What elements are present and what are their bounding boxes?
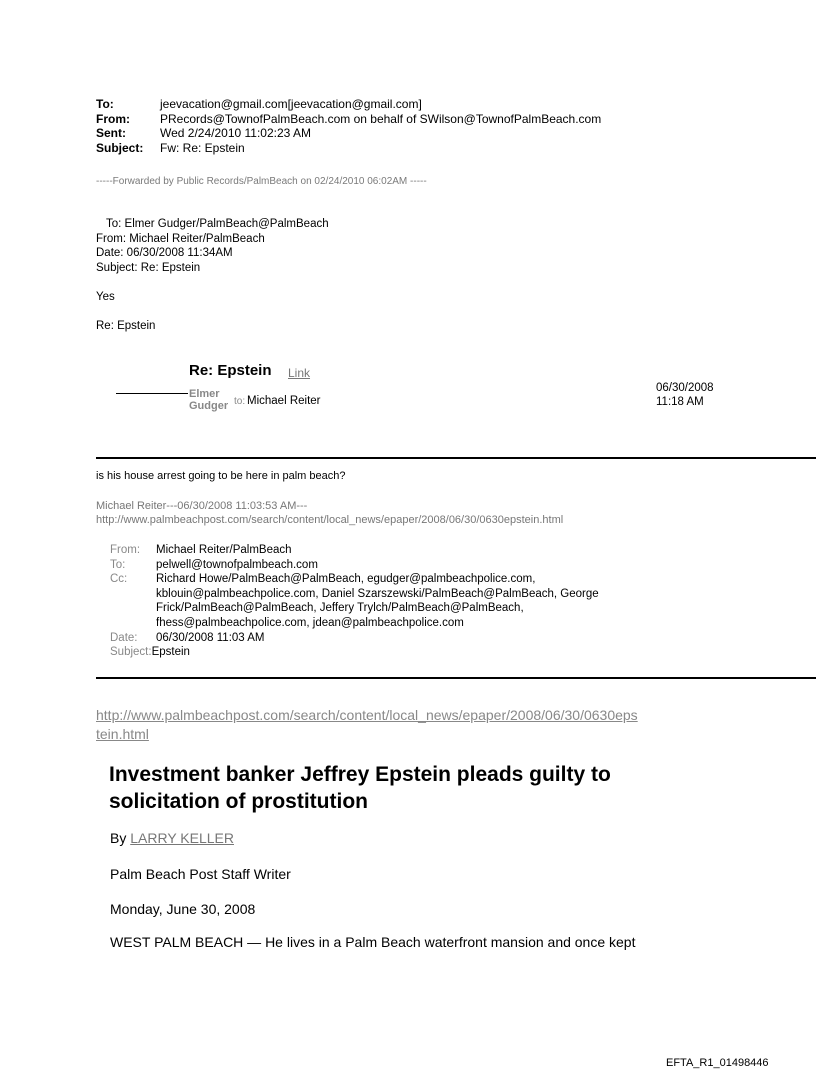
article-url-line2[interactable]: tein.html (96, 726, 149, 742)
forward2-cc-label: Cc: (110, 573, 128, 586)
notes-reply-date: 06/30/2008 (656, 382, 714, 394)
forward2-subject-value: Epstein (151, 646, 190, 659)
forward2-from-value: Michael Reiter/PalmBeach (156, 544, 292, 556)
notes-reply-to-label: to: (234, 396, 246, 407)
notes-reply-title: Re: Epstein (189, 362, 272, 379)
subject-value: Fw: Re: Epstein (160, 140, 245, 155)
message1-subject: Subject: Re: Epstein (96, 261, 201, 274)
forward2-to-value: pelwell@townofpalmbeach.com (156, 558, 318, 571)
header-to-row (96, 97, 601, 112)
forward2-cc-row2 (110, 587, 599, 602)
sender-divider (116, 393, 188, 394)
question-text: is his house arrest going to be here in palm beach? (96, 470, 346, 482)
sender-first-name: Elmer (189, 388, 220, 400)
forward2-subject-row (110, 645, 599, 660)
divider-rule (96, 457, 816, 459)
article-lede: WEST PALM BEACH — He lives in a Palm Beach waterfront mansion and once kept (110, 934, 636, 950)
forward2-cc-row3 (110, 601, 599, 616)
forward2-date-value: 06/30/2008 11:03 AM (156, 631, 265, 644)
spacer (110, 601, 156, 616)
subject-label: Subject: (96, 140, 144, 155)
message1-date: Date: 06/30/2008 11:34AM (96, 247, 233, 259)
forward2-to-label: To: (110, 558, 126, 571)
article-staff: Palm Beach Post Staff Writer (110, 866, 291, 882)
quoted-header (96, 499, 563, 527)
headline-line2: solicitation of prostitution (109, 790, 368, 813)
message1-re: Re: Epstein (96, 320, 156, 332)
notes-reply-time: 11:18 AM (656, 396, 704, 408)
email-header (96, 97, 601, 155)
forward2-cc-row (110, 572, 599, 587)
notes-reply-sender (189, 388, 228, 412)
spacer (110, 616, 156, 631)
forward2-subject-label: Subject: (110, 646, 152, 659)
header-from-row (96, 112, 601, 127)
article-url[interactable] (96, 706, 638, 744)
from-value: PRecords@TownofPalmBeach.com on behalf of SWilson@TownofPalmBeach.com (160, 111, 602, 126)
forward2-to-row (110, 558, 599, 573)
forward2-date-row (110, 631, 599, 646)
forward2-date-label: Date: (110, 631, 138, 644)
message1-body: Yes (96, 291, 115, 303)
sent-label: Sent: (96, 126, 126, 140)
notes-reply-datetime (656, 381, 714, 409)
notes-reply-link[interactable]: Link (288, 366, 311, 380)
article-url-line1[interactable]: http://www.palmbeachpost.com/search/content/local_news/epaper/2008/06/30/0630eps (96, 707, 638, 723)
footer-id: EFTA_R1_01498446 (666, 1057, 769, 1069)
forward2-from-row (110, 543, 599, 558)
forward2-header (110, 543, 599, 660)
article-headline (109, 761, 611, 815)
header-subject-row (96, 141, 601, 156)
sent-value: Wed 2/24/2010 11:02:23 AM (160, 126, 312, 140)
from-label: From: (96, 111, 130, 126)
quoted-header-line2: http://www.palmbeachpost.com/search/content/local_news/epaper/2008/06/30/0630epstein.html (96, 514, 564, 526)
forward2-from-label: From: (110, 544, 141, 556)
quoted-header-line1: Michael Reiter---06/30/2008 11:03:53 AM--- (96, 500, 308, 512)
headline-line1: Investment banker Jeffrey Epstein pleads guilty to (109, 763, 611, 786)
message1-from: From: Michael Reiter/PalmBeach (96, 232, 265, 245)
forward2-cc-line1: Richard Howe/PalmBeach@PalmBeach, egudger@palmbeachpolice.com, (156, 573, 536, 586)
byline-prefix: By (110, 830, 131, 846)
forwarded-note: -----Forwarded by Public Records/PalmBeach on 02/24/2010 06:02AM ----- (96, 176, 427, 187)
message1-header (96, 217, 329, 275)
forward2-cc-line3: Frick/PalmBeach@PalmBeach, Jeffery Trylch/PalmBeach@PalmBeach, (156, 602, 524, 615)
forward2-cc-line2: kblouin@palmbeachpolice.com, Daniel Szarszewski/PalmBeach@PalmBeach, George (156, 587, 599, 600)
to-label: To: (96, 97, 114, 111)
header-sent-row (96, 126, 601, 141)
author-link[interactable]: LARRY KELLER (130, 830, 234, 846)
article-date: Monday, June 30, 2008 (110, 901, 256, 917)
spacer (110, 587, 156, 602)
message1-to: To: Elmer Gudger/PalmBeach@PalmBeach (106, 218, 329, 230)
sender-last-name: Gudger (189, 400, 229, 412)
forward2-cc-line4: fhess@palmbeachpolice.com, jdean@palmbeachpolice.com (156, 616, 464, 629)
article-byline (110, 830, 234, 846)
forward2-cc-row4 (110, 616, 599, 631)
notes-reply-to-value: Michael Reiter (247, 395, 321, 407)
to-value: jeevacation@gmail.com[jeevacation@gmail.com] (160, 97, 422, 111)
divider-rule (96, 677, 816, 679)
